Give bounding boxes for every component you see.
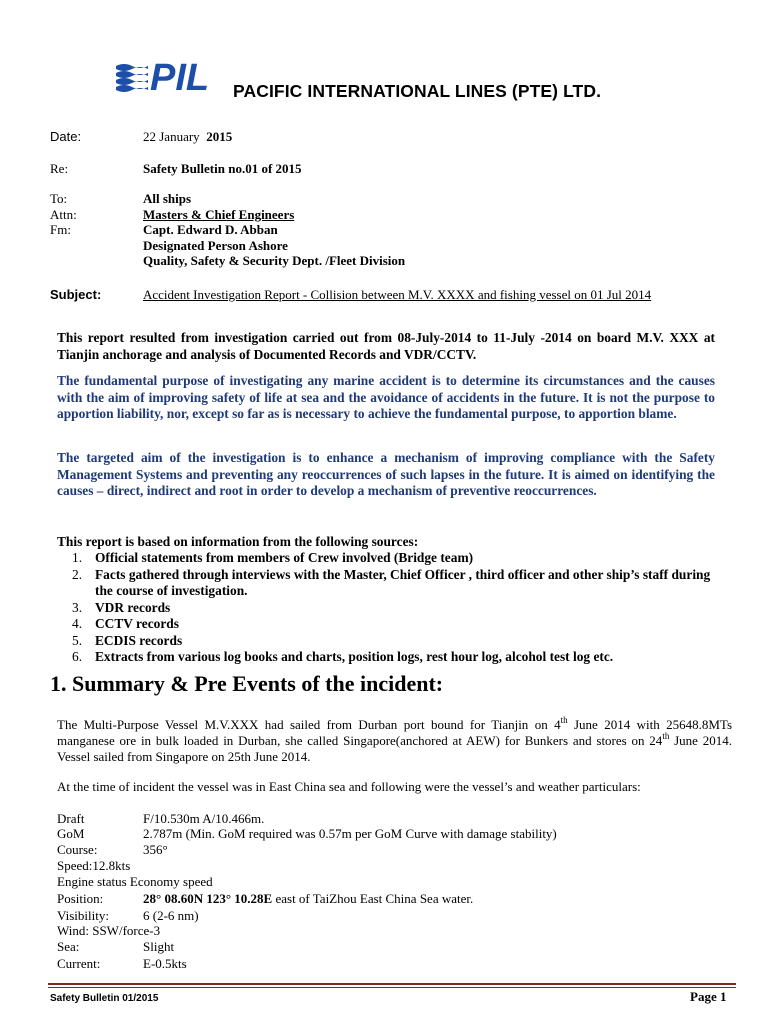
- to-label: To:: [50, 191, 68, 206]
- gom-value: 2.787m (Min. GoM required was 0.57m per GoM Curve with damage stability): [143, 826, 557, 841]
- attn-value: Masters & Chief Engineers: [143, 207, 295, 222]
- summary-text-c: June 2014. Vessel sailed from Singapore on 25th June 2014.: [57, 733, 732, 764]
- list-text: Extracts from various log books and charts, position logs, rest hour log, alcohol test log etc.: [95, 649, 614, 664]
- draft-label: Draft: [57, 811, 85, 826]
- pil-logo: [114, 52, 226, 96]
- list-item: [57, 550, 727, 567]
- position-note: east of TaiZhou East China Sea water.: [272, 891, 474, 906]
- list-text: ECDIS records: [95, 632, 183, 648]
- gom-label: GoM: [57, 826, 85, 841]
- logo-text: PIL: [150, 57, 210, 96]
- sources-intro: This report is based on information from the following sources:: [57, 534, 419, 549]
- current-label: Current:: [57, 956, 101, 971]
- course-label: Course:: [57, 842, 98, 857]
- fm-department: Quality, Safety & Security Dept. /Fleet Division: [143, 253, 406, 268]
- list-number: 3.: [72, 599, 83, 615]
- list-text: Official statements from members of Crew involved (Bridge team): [95, 550, 474, 565]
- list-text: Facts gathered through interviews with the Master, Chief Officer , third officer and other ship’s staff during the course of investigation.: [95, 566, 711, 598]
- page-number: Page 1: [690, 989, 727, 1004]
- section-heading: 1. Summary & Pre Events of the incident:: [50, 671, 444, 696]
- list-text: CCTV records: [95, 616, 179, 631]
- list-item: [57, 649, 727, 666]
- current-value: E-0.5kts: [143, 956, 187, 971]
- date-label: Date:: [50, 129, 82, 144]
- list-text: VDR records: [95, 599, 171, 615]
- wind-line: Wind: SSW/force-3: [57, 923, 161, 938]
- footer-rule: [48, 983, 736, 985]
- draft-value: F/10.530m A/10.466m.: [143, 811, 265, 826]
- course-value: 356°: [143, 842, 168, 857]
- list-number: 6.: [72, 649, 83, 664]
- particulars-intro: At the time of incident the vessel was in East China sea and following were the vessel’s and weather particulars:: [57, 779, 641, 794]
- attn-label: Attn:: [50, 207, 77, 222]
- list-item: [57, 633, 727, 650]
- footer-rule-thin: [48, 987, 736, 988]
- list-number: 2.: [72, 566, 83, 582]
- aim-paragraph: The targeted aim of the investigation is to enhance a mechanism of improving compliance with the Safety Management Systems and preventing any reoccurrences of such lapses in the future. It is aimed on identifying the causes – direct, indirect and root in order to develop a mechanism of preventive reoccurrences.: [57, 450, 715, 498]
- visibility-label: Visibility:: [57, 908, 109, 923]
- footer-bulletin: Safety Bulletin 01/2015: [50, 993, 159, 1004]
- purpose-paragraph: The fundamental purpose of investigating any marine accident is to determine its circumstances and the causes with the aim of improving safety of life at sea and the avoidance of accidents in the future. It is not the purpose to apportion liability, nor, except so far as is necessary to achieve the fundamental purpose, to apportion blame.: [57, 373, 715, 421]
- visibility-value: 6 (2-6 nm): [143, 908, 199, 923]
- sea-value: Slight: [143, 939, 175, 954]
- fm-title: Designated Person Ashore: [143, 238, 288, 253]
- fm-value: Capt. Edward D. Abban: [143, 222, 278, 237]
- date-day-month: 22 January: [143, 129, 200, 144]
- summary-text-a: The Multi-Purpose Vessel M.V.XXX had sailed from Durban port bound for Tianjin on 4: [57, 717, 561, 732]
- to-value: All ships: [143, 191, 192, 206]
- date-value: [143, 129, 232, 145]
- speed-line: Speed:12.8kts: [57, 858, 131, 873]
- subject-value: Accident Investigation Report - Collision between M.V. XXXX and fishing vessel on 01 Jul 2014: [143, 287, 652, 302]
- list-number: 5.: [72, 632, 83, 648]
- position-value: [143, 891, 473, 907]
- sea-label: Sea:: [57, 939, 80, 954]
- list-item: [57, 616, 727, 633]
- summary-text-b: June 2014 with 25648.8MTs manganese ore in bulk loaded in Durban, she called Singapore(anchored at AEW) for Bunkers and stores on 24: [57, 717, 733, 748]
- fm-label: Fm:: [50, 222, 71, 237]
- re-value: Safety Bulletin no.01 of 2015: [143, 161, 302, 176]
- ordinal-suffix: th: [662, 731, 670, 741]
- list-number: 4.: [72, 616, 83, 631]
- subject-label: Subject:: [50, 287, 102, 302]
- list-number: 1.: [72, 550, 83, 565]
- company-name: PACIFIC INTERNATIONAL LINES (PTE) LTD.: [233, 81, 602, 101]
- position-label: Position:: [57, 891, 104, 906]
- ordinal-suffix: th: [560, 715, 568, 725]
- re-label: Re:: [50, 161, 69, 176]
- date-year: 2015: [206, 129, 233, 144]
- sources-list: [57, 550, 727, 666]
- engine-status: Engine status Economy speed: [57, 874, 213, 889]
- list-item: [57, 600, 727, 617]
- summary-paragraph: [57, 717, 732, 765]
- list-item: [57, 567, 727, 600]
- position-coordinates: 28° 08.60N 123° 10.28E: [143, 891, 273, 906]
- intro-paragraph-1: This report resulted from investigation carried out from 08-July-2014 to 11-July -2014 on board M.V. XXX at Tianjin anchorage and analysis of Documented Records and VDR/CCTV.: [57, 330, 715, 362]
